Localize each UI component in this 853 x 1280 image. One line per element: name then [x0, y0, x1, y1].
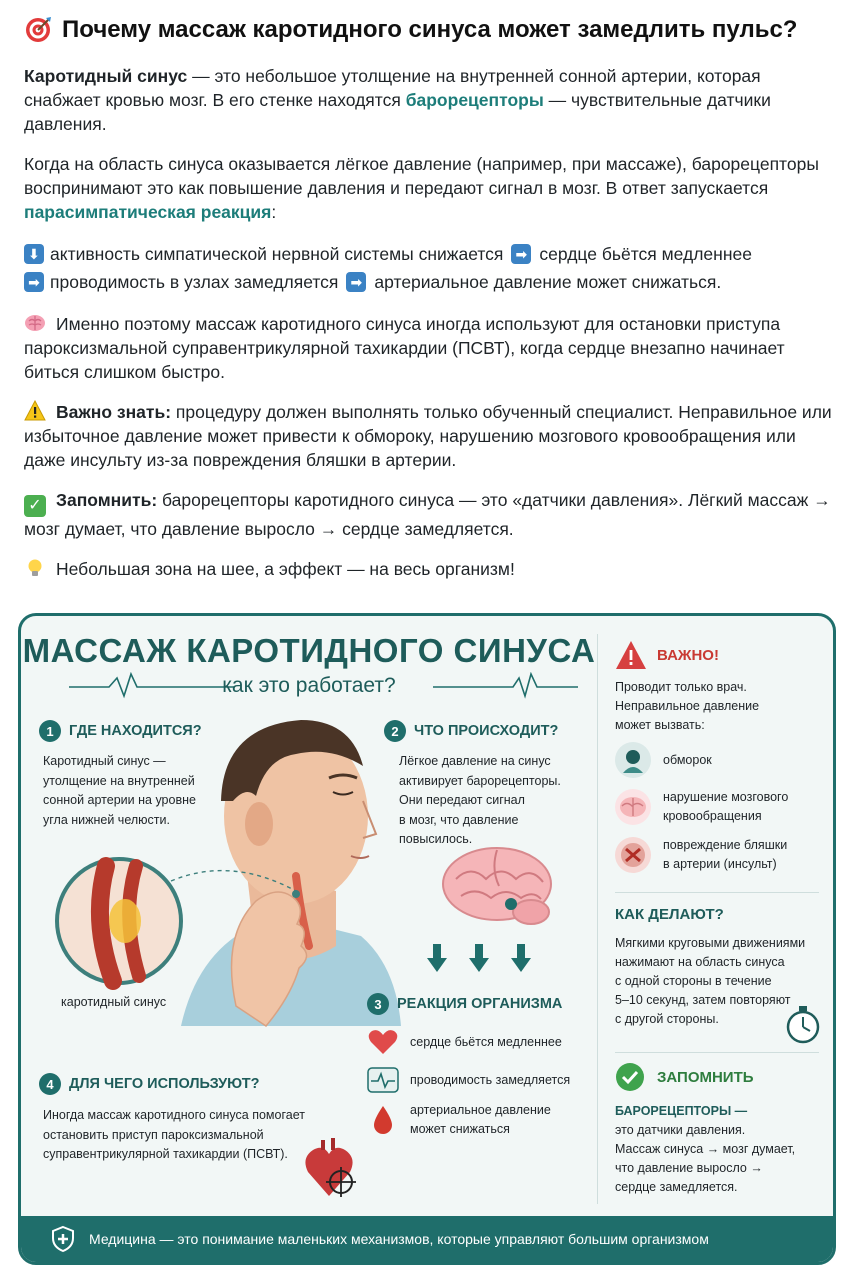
- post-title: Почему массаж каротидного синуса может замедлить пульс?: [24, 14, 836, 46]
- psvt-paragraph: Именно поэтому массаж каротидного синуса иногда используют для остановки приступа пароксизмальной суправентрикулярной тахикардии (ПСВТ), когда сердце внезапно начинает биться слишком быстро.: [24, 314, 785, 382]
- mechanism-paragraph: Когда на область синуса оказывается лёгкое давление (например, при массаже), барорецепторы воспринимают это как повышение давления и передают сигнал в мозг. В ответ запускается парасимпатическая реакция:: [24, 154, 819, 222]
- card-footer: Медицина — это понимание маленьких механизмов, которые управляют большим организмом: [21, 1216, 833, 1262]
- stopwatch-icon: [785, 1004, 821, 1044]
- warning-paragraph: Важно знать: процедуру должен выполнять только обученный специалист. Неправильное или избыточное давление может привести к обмороку, нарушению мозгового кровообращения или даже инсульту из-за повреждения бляшки в артерии.: [24, 402, 832, 470]
- consequence-fainting: обморок: [615, 742, 712, 778]
- down-arrow-icon: ⬇: [24, 244, 44, 264]
- fainting-person-icon: [615, 742, 651, 778]
- reaction-heart-slower: сердце бьётся медленнее: [366, 1028, 562, 1056]
- neck-illustration: [51, 706, 401, 1036]
- check-icon: ✓: [24, 495, 46, 517]
- lightbulb-icon: [24, 557, 46, 579]
- brain-icon: [441, 844, 561, 934]
- remember-paragraph: ✓ Запомнить: барорецепторы каротидного синуса — это «датчики давления». Лёгкий массаж → мозг думает, что давление выросло → сердце замедляется.: [24, 490, 831, 539]
- brain-icon: [24, 312, 46, 334]
- intro-paragraph: Каротидный синус — это небольшое утолщение на внутренней сонной артерии, которая снабжает кровью мозг. В его стенке находятся барорецепторы — чувствительные датчики давления.: [24, 66, 771, 134]
- baroreceptors-highlight: барорецепторы: [405, 90, 544, 110]
- medical-shield-icon: [49, 1225, 77, 1253]
- chain-line-2: ➡ проводимость в узлах замедляется ➡ артериальное давление может снижаться.: [24, 268, 836, 296]
- warning-icon: [24, 400, 46, 422]
- column-divider: [597, 634, 598, 1204]
- heart-target-icon: [303, 1136, 363, 1201]
- warning-heading: ВАЖНО!: [615, 640, 719, 670]
- down-arrows-icon: [425, 944, 541, 974]
- target-icon: [24, 16, 52, 44]
- reaction-pressure: артериальное давление может снижаться: [366, 1101, 551, 1139]
- card-subtitle: как это работает?: [222, 674, 396, 697]
- infographic-card: [18, 613, 836, 1265]
- warning-icon: [615, 640, 647, 670]
- right-arrow-icon: ➡: [511, 244, 531, 264]
- ecg-monitor-icon: [366, 1066, 400, 1094]
- card-title: МАССАЖ КАРОТИДНОГО СИНУСА: [22, 632, 596, 669]
- reaction-chain: [24, 240, 836, 296]
- section-usage-heading: 4 ДЛЯ ЧЕГО ИСПОЛЬЗУЮТ?: [39, 1073, 259, 1095]
- reaction-conduction: проводимость замедляется: [366, 1066, 570, 1094]
- brain-icon: [615, 789, 651, 825]
- heart-icon: [366, 1028, 400, 1056]
- how-text: Мягкими круговыми движениями нажимают на область синуса с одной стороны в течение 5–10 секунд, затем повторяют с другой стороны.: [615, 936, 806, 1026]
- chain-line-1: ⬇ активность симпатической нервной системы снижается ➡ сердце бьётся медленнее: [24, 240, 836, 268]
- section-usage-text: Иногда массаж каротидного синуса помогает остановить приступ пароксизмальной суправентрикулярной тахикардии (ПСВТ).: [43, 1108, 305, 1161]
- warning-text: Проводит только врач. Неправильное давление может вызвать:: [615, 680, 760, 732]
- right-arrow-icon: ➡: [24, 272, 44, 292]
- side-divider: [615, 1052, 819, 1053]
- ecg-line-right-icon: [433, 672, 578, 702]
- section-reaction-heading: 3 РЕАКЦИЯ ОРГАНИЗМА: [367, 993, 562, 1015]
- post: [24, 14, 836, 597]
- side-divider: [615, 892, 819, 893]
- section-where-text: Каротидный синус — утолщение на внутренней сонной артерии на уровне угла нижней челюсти.: [43, 754, 196, 827]
- how-heading: КАК ДЕЛАЮТ?: [615, 906, 724, 923]
- plaque-damage-icon: [615, 837, 651, 873]
- parasympathetic-highlight: парасимпатическая реакция: [24, 202, 272, 222]
- blood-drop-icon: [366, 1106, 400, 1134]
- check-circle-icon: [615, 1062, 645, 1092]
- remember-heading: ЗАПОМНИТЬ: [615, 1062, 754, 1092]
- right-arrow-icon: ➡: [346, 272, 366, 292]
- section-what-heading: 2 ЧТО ПРОИСХОДИТ?: [384, 720, 558, 742]
- remember-subtitle: БАРОРЕЦЕПТОРЫ —: [615, 1104, 748, 1118]
- tip-paragraph: Небольшая зона на шее, а эффект — на весь организм!: [24, 557, 836, 581]
- section-where-heading: 1 ГДЕ НАХОДИТСЯ?: [39, 720, 202, 742]
- consequence-circulation: нарушение мозгового кровообращения: [615, 788, 788, 826]
- section-what-text: Лёгкое давление на синус активирует барорецепторы. Они передают сигнал в мозг, что давление повысилось.: [399, 754, 561, 846]
- sinus-label: каротидный синус: [61, 995, 167, 1009]
- remember-text: это датчики давления. Массаж синуса → мозг думает, что давление выросло → сердце замедляется.: [615, 1123, 796, 1194]
- consequence-plaque: повреждение бляшки в артерии (инсульт): [615, 836, 787, 874]
